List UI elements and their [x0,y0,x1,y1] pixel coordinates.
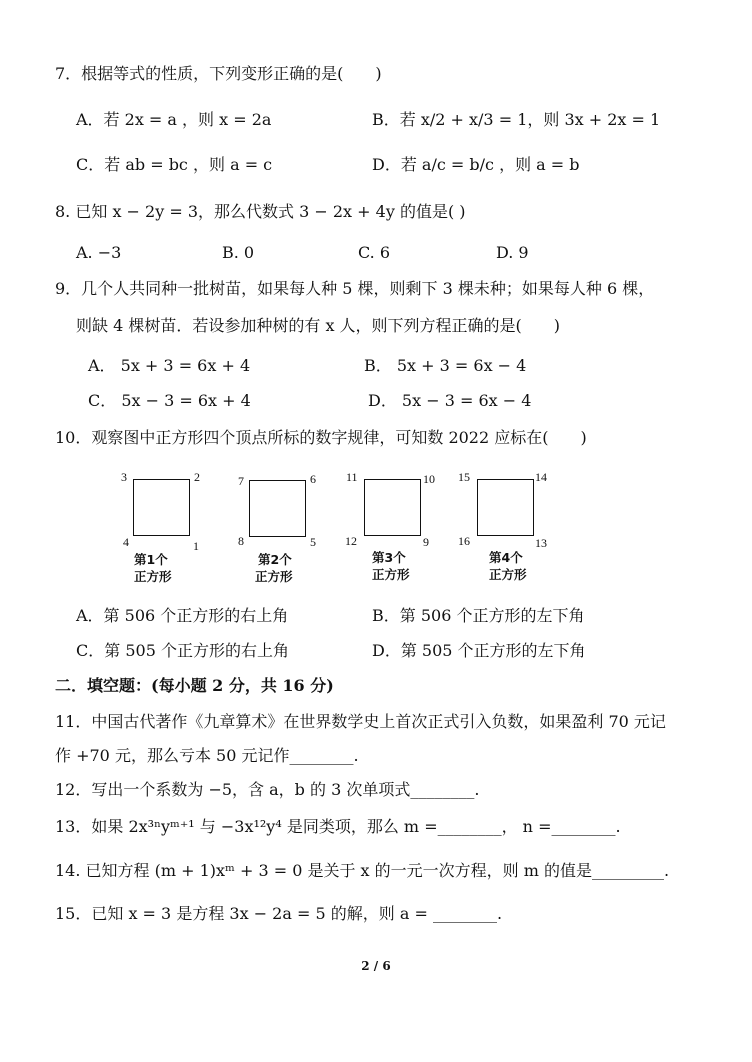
q9-option-b: B． 5x + 3 = 6x − 4 [364,356,527,375]
q10-option-c: C．第 505 个正方形的右上角 [76,641,289,660]
q8-option-a: A. −3 [76,243,122,262]
square-2-top-right: 6 [310,472,316,486]
q10-option-d: D．第 505 个正方形的左下角 [372,641,586,660]
square-2-caption-2: 正方形 [255,569,293,584]
q11-line1: 11．中国古代著作《九章算术》在世界数学史上首次正式引入负数，如果盈利 70 元记 [55,712,666,731]
q8-option-b: B. 0 [222,243,255,262]
square-1-bottom-right: 1 [193,539,199,553]
q8-option-d: D. 9 [496,243,529,262]
square-3-top-right: 10 [423,472,435,486]
q7-option-a: A．若 2x = a ，则 x = 2a [76,110,272,129]
square-3-bottom-left: 12 [345,534,357,548]
q7-option-c: C．若 ab = bc ，则 a = c [76,155,273,174]
q7-option-b: B．若 x/2 + x/3 = 1，则 3x + 2x = 1 [372,110,661,129]
square-2-bottom-left: 8 [238,534,244,548]
q8-option-c: C. 6 [358,243,391,262]
square-2 [249,480,306,537]
q9-option-a: A． 5x + 3 = 6x + 4 [88,356,251,375]
page-number: 2 / 6 [361,959,391,973]
square-1-top-left: 3 [121,470,127,484]
square-3-caption: 第3个 [372,550,406,565]
q8-stem: 8. 已知 x − 2y = 3，那么代数式 3 − 2x + 4y 的值是( ) [55,202,466,221]
q9-option-c: C． 5x − 3 = 6x + 4 [88,391,251,410]
q9-stem-line2: 则缺 4 棵树苗．若设参加种树的有 x 人，则下列方程正确的是( ) [76,316,561,335]
square-1-caption-2: 正方形 [134,569,172,584]
square-2-bottom-right: 5 [310,535,316,549]
square-4-top-left: 15 [458,470,470,484]
square-4-caption: 第4个 [489,550,523,565]
q11-line2: 作 +70 元，那么亏本 50 元记作________. [55,746,359,765]
q10-stem: 10．观察图中正方形四个顶点所标的数字规律，可知数 2022 应标在( ) [55,428,587,447]
square-3-caption-2: 正方形 [372,567,410,582]
q13: 13．如果 2x³ⁿyᵐ⁺¹ 与 −3x¹²y⁴ 是同类项，那么 m =________， n =________. [55,817,621,836]
q7-option-d: D．若 a/c = b/c ，则 a = b [372,155,580,174]
square-1 [133,479,190,536]
q10-option-a: A．第 506 个正方形的右上角 [76,606,289,625]
q15: 15．已知 x = 3 是方程 3x − 2a = 5 的解，则 a = ________. [55,904,503,923]
square-4-top-right: 14 [535,470,547,484]
square-3-top-left: 11 [346,470,358,484]
square-4-caption-2: 正方形 [489,567,527,582]
square-3 [364,479,421,536]
q10-option-b: B．第 506 个正方形的左下角 [372,606,585,625]
q9-option-d: D． 5x − 3 = 6x − 4 [368,391,532,410]
square-4-bottom-left: 16 [458,534,470,548]
q12: 12．写出一个系数为 −5，含 a，b 的 3 次单项式________. [55,780,480,799]
q9-stem-line1: 9．几个人共同种一批树苗，如果每人种 5 棵，则剩下 3 棵未种；如果每人种 6 棵， [55,279,655,298]
square-1-caption: 第1个 [134,552,168,567]
square-4 [477,479,534,536]
square-2-caption: 第2个 [258,552,292,567]
square-1-bottom-left: 4 [123,535,129,549]
square-1-top-right: 2 [194,470,200,484]
q14: 14. 已知方程 (m + 1)xᵐ + 3 = 0 是关于 x 的一元一次方程，则 m 的值是_________. [55,861,670,880]
q7-stem: 7．根据等式的性质，下列变形正确的是( ) [55,64,382,83]
square-3-bottom-right: 9 [423,535,429,549]
square-2-top-left: 7 [238,474,244,488]
section-2-heading: 二．填空题：(每小题 2 分，共 16 分) [55,676,334,695]
square-4-bottom-right: 13 [535,536,547,550]
